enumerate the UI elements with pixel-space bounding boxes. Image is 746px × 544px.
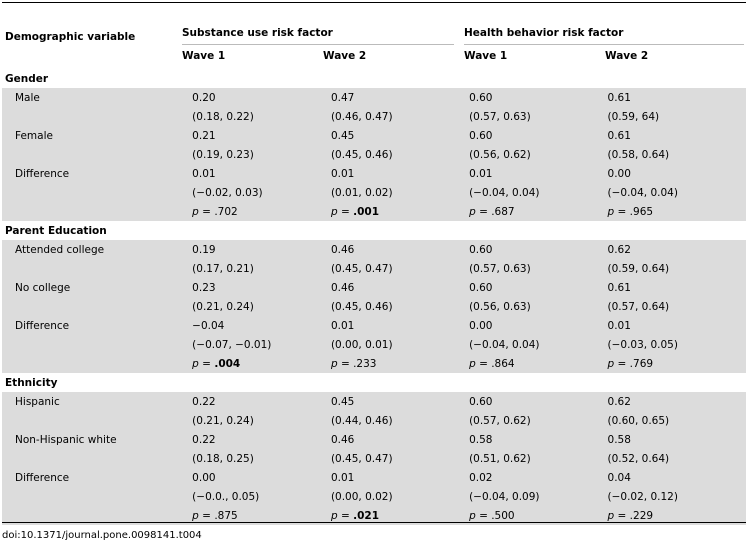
group-header-row bbox=[2, 221, 746, 240]
p-equals: = bbox=[198, 509, 215, 522]
p-symbol: p bbox=[607, 205, 615, 218]
value-cell: 0.19 bbox=[192, 240, 331, 259]
value-cell: (−0.04, 0.04) bbox=[469, 335, 607, 354]
p-value-row bbox=[2, 202, 746, 221]
p-symbol: p bbox=[192, 205, 199, 218]
row-label bbox=[2, 107, 192, 126]
p-equals: = bbox=[337, 205, 354, 218]
value-cell: 0.04 bbox=[608, 468, 746, 487]
table-row bbox=[2, 449, 746, 468]
value-cell: (0.00, 0.02) bbox=[331, 487, 469, 506]
value-cell: 0.46 bbox=[331, 430, 469, 449]
value-cell: (−0.02, 0.03) bbox=[192, 183, 331, 202]
row-label bbox=[2, 145, 192, 164]
header-underline-health bbox=[464, 44, 744, 45]
value-cell: 0.58 bbox=[608, 430, 746, 449]
p-symbol: p bbox=[192, 509, 199, 522]
p-value: .769 bbox=[629, 357, 654, 370]
header-underline-substance bbox=[182, 44, 454, 45]
p-value-cell bbox=[608, 354, 746, 373]
value-cell: (0.44, 0.46) bbox=[331, 411, 469, 430]
p-value-cell bbox=[469, 202, 607, 221]
p-symbol: p bbox=[469, 205, 476, 218]
value-cell: (0.58, 0.64) bbox=[608, 145, 746, 164]
value-cell: 0.22 bbox=[192, 430, 331, 449]
value-cell: 0.47 bbox=[331, 88, 469, 107]
p-symbol: p bbox=[469, 509, 476, 522]
p-equals: = bbox=[614, 509, 630, 522]
value-cell: (−0.03, 0.05) bbox=[608, 335, 746, 354]
value-cell: (0.52, 0.64) bbox=[608, 449, 746, 468]
table-row bbox=[2, 164, 746, 183]
p-value-cell bbox=[331, 354, 469, 373]
p-equals: = bbox=[475, 509, 492, 522]
value-cell: 0.60 bbox=[469, 240, 607, 259]
value-cell: (0.56, 0.63) bbox=[469, 297, 607, 316]
p-value-row bbox=[2, 354, 746, 373]
row-label: Hispanic bbox=[2, 392, 192, 411]
row-label bbox=[2, 259, 192, 278]
value-cell: (0.51, 0.62) bbox=[469, 449, 607, 468]
value-cell: (0.59, 64) bbox=[608, 107, 746, 126]
p-equals: = bbox=[614, 357, 630, 370]
value-cell: 0.62 bbox=[608, 392, 746, 411]
header-health-behavior: Health behavior risk factor bbox=[464, 27, 624, 39]
p-value: .229 bbox=[629, 509, 654, 522]
row-label: Female bbox=[2, 126, 192, 145]
value-cell: 0.01 bbox=[192, 164, 331, 183]
row-label: Non-Hispanic white bbox=[2, 430, 192, 449]
value-cell: (0.17, 0.21) bbox=[192, 259, 331, 278]
p-equals: = bbox=[614, 205, 630, 218]
p-value-cell bbox=[469, 354, 607, 373]
p-value: .004 bbox=[214, 357, 241, 370]
value-cell: (−0.02, 0.12) bbox=[608, 487, 746, 506]
value-cell: (0.45, 0.46) bbox=[331, 145, 469, 164]
p-equals: = bbox=[198, 357, 215, 370]
value-cell: 0.45 bbox=[331, 392, 469, 411]
row-label bbox=[2, 202, 192, 221]
p-value-cell bbox=[608, 202, 746, 221]
value-cell: 0.00 bbox=[608, 164, 746, 183]
row-label: Male bbox=[2, 88, 192, 107]
table-row bbox=[2, 411, 746, 430]
value-cell: (0.45, 0.47) bbox=[331, 259, 469, 278]
value-cell: (−0.04, 0.09) bbox=[469, 487, 607, 506]
table-row bbox=[2, 107, 746, 126]
header-substance-use: Substance use risk factor bbox=[182, 27, 333, 39]
row-label bbox=[2, 449, 192, 468]
table-row bbox=[2, 126, 746, 145]
value-cell: 0.01 bbox=[331, 468, 469, 487]
p-value: .702 bbox=[214, 205, 238, 218]
row-label: Difference bbox=[2, 468, 192, 487]
group-label: Gender bbox=[5, 72, 49, 85]
value-cell: 0.01 bbox=[331, 164, 469, 183]
value-cell: (0.57, 0.64) bbox=[608, 297, 746, 316]
p-value: .500 bbox=[491, 509, 515, 522]
value-cell: (0.18, 0.25) bbox=[192, 449, 331, 468]
group-label: Parent Education bbox=[5, 224, 107, 237]
table-row bbox=[2, 183, 746, 202]
row-label: Difference bbox=[2, 164, 192, 183]
value-cell: (0.60, 0.65) bbox=[608, 411, 746, 430]
header-substance-wave2: Wave 2 bbox=[323, 50, 367, 62]
value-cell: 0.46 bbox=[331, 240, 469, 259]
p-equals: = bbox=[337, 509, 354, 522]
table-row bbox=[2, 487, 746, 506]
p-value: .001 bbox=[353, 205, 380, 218]
table-row bbox=[2, 278, 746, 297]
header-health-wave2: Wave 2 bbox=[605, 50, 649, 62]
value-cell: 0.60 bbox=[469, 392, 607, 411]
value-cell: (0.46, 0.47) bbox=[331, 107, 469, 126]
value-cell: (0.56, 0.62) bbox=[469, 145, 607, 164]
p-value: .233 bbox=[353, 357, 377, 370]
p-symbol: p bbox=[469, 357, 476, 370]
value-cell: (−0.04, 0.04) bbox=[469, 183, 607, 202]
p-value: .021 bbox=[353, 509, 380, 522]
p-symbol: p bbox=[330, 205, 338, 218]
value-cell: (−0.04, 0.04) bbox=[608, 183, 746, 202]
table-row bbox=[2, 297, 746, 316]
group-label: Ethnicity bbox=[5, 376, 58, 389]
table-row bbox=[2, 88, 746, 107]
results-table bbox=[2, 69, 746, 525]
p-value: .687 bbox=[491, 205, 515, 218]
row-label bbox=[2, 411, 192, 430]
value-cell: 0.23 bbox=[192, 278, 331, 297]
header-demographic-variable: Demographic variable bbox=[5, 31, 136, 43]
table-row bbox=[2, 240, 746, 259]
group-header-row bbox=[2, 373, 746, 392]
value-cell: (0.00, 0.01) bbox=[331, 335, 469, 354]
table-row bbox=[2, 316, 746, 335]
table-row bbox=[2, 468, 746, 487]
value-cell: (0.57, 0.63) bbox=[469, 107, 607, 126]
value-cell: 0.61 bbox=[608, 126, 746, 145]
value-cell: 0.00 bbox=[192, 468, 331, 487]
value-cell: (0.45, 0.46) bbox=[331, 297, 469, 316]
row-label: Attended college bbox=[2, 240, 192, 259]
p-value: .965 bbox=[629, 205, 654, 218]
value-cell: (−0.0., 0.05) bbox=[192, 487, 331, 506]
value-cell: (0.59, 0.64) bbox=[608, 259, 746, 278]
p-symbol: p bbox=[192, 357, 199, 370]
value-cell: 0.01 bbox=[469, 164, 607, 183]
value-cell: 0.60 bbox=[469, 88, 607, 107]
value-cell: 0.45 bbox=[331, 126, 469, 145]
table-row bbox=[2, 145, 746, 164]
value-cell: 0.61 bbox=[608, 88, 746, 107]
value-cell: 0.22 bbox=[192, 392, 331, 411]
p-value-cell bbox=[331, 202, 469, 221]
value-cell: 0.02 bbox=[469, 468, 607, 487]
value-cell: 0.00 bbox=[469, 316, 607, 335]
header-health-wave1: Wave 1 bbox=[464, 50, 508, 62]
row-label bbox=[2, 487, 192, 506]
group-header-row bbox=[2, 69, 746, 88]
value-cell: 0.61 bbox=[608, 278, 746, 297]
value-cell: (0.18, 0.22) bbox=[192, 107, 331, 126]
table-row bbox=[2, 259, 746, 278]
value-cell: −0.04 bbox=[192, 316, 331, 335]
value-cell: 0.62 bbox=[608, 240, 746, 259]
value-cell: 0.60 bbox=[469, 126, 607, 145]
header-substance-wave1: Wave 1 bbox=[182, 50, 226, 62]
table-row bbox=[2, 430, 746, 449]
table-row bbox=[2, 335, 746, 354]
p-equals: = bbox=[337, 357, 354, 370]
top-rule bbox=[2, 2, 746, 3]
p-value-cell bbox=[192, 202, 331, 221]
row-label bbox=[2, 335, 192, 354]
value-cell: (−0.07, −0.01) bbox=[192, 335, 331, 354]
value-cell: 0.21 bbox=[192, 126, 331, 145]
p-symbol: p bbox=[330, 509, 338, 522]
row-label bbox=[2, 297, 192, 316]
row-label: No college bbox=[2, 278, 192, 297]
row-label: Difference bbox=[2, 316, 192, 335]
p-symbol: p bbox=[607, 357, 615, 370]
value-cell: 0.01 bbox=[331, 316, 469, 335]
p-value-cell bbox=[192, 354, 331, 373]
p-value: .864 bbox=[491, 357, 515, 370]
p-equals: = bbox=[198, 205, 215, 218]
p-equals: = bbox=[475, 205, 492, 218]
row-label bbox=[2, 354, 192, 373]
p-equals: = bbox=[475, 357, 492, 370]
value-cell: (0.01, 0.02) bbox=[331, 183, 469, 202]
doi-caption: doi:10.1371/journal.pone.0098141.t004 bbox=[2, 530, 202, 541]
value-cell: (0.19, 0.23) bbox=[192, 145, 331, 164]
value-cell: 0.46 bbox=[331, 278, 469, 297]
table-row bbox=[2, 392, 746, 411]
value-cell: 0.20 bbox=[192, 88, 331, 107]
p-symbol: p bbox=[607, 509, 615, 522]
value-cell: (0.21, 0.24) bbox=[192, 297, 331, 316]
value-cell: (0.57, 0.62) bbox=[469, 411, 607, 430]
value-cell: 0.60 bbox=[469, 278, 607, 297]
row-label bbox=[2, 183, 192, 202]
value-cell: (0.57, 0.63) bbox=[469, 259, 607, 278]
value-cell: 0.01 bbox=[608, 316, 746, 335]
p-value: .875 bbox=[214, 509, 238, 522]
value-cell: 0.58 bbox=[469, 430, 607, 449]
p-symbol: p bbox=[330, 357, 338, 370]
value-cell: (0.21, 0.24) bbox=[192, 411, 331, 430]
bottom-rule bbox=[2, 522, 746, 523]
value-cell: (0.45, 0.47) bbox=[331, 449, 469, 468]
